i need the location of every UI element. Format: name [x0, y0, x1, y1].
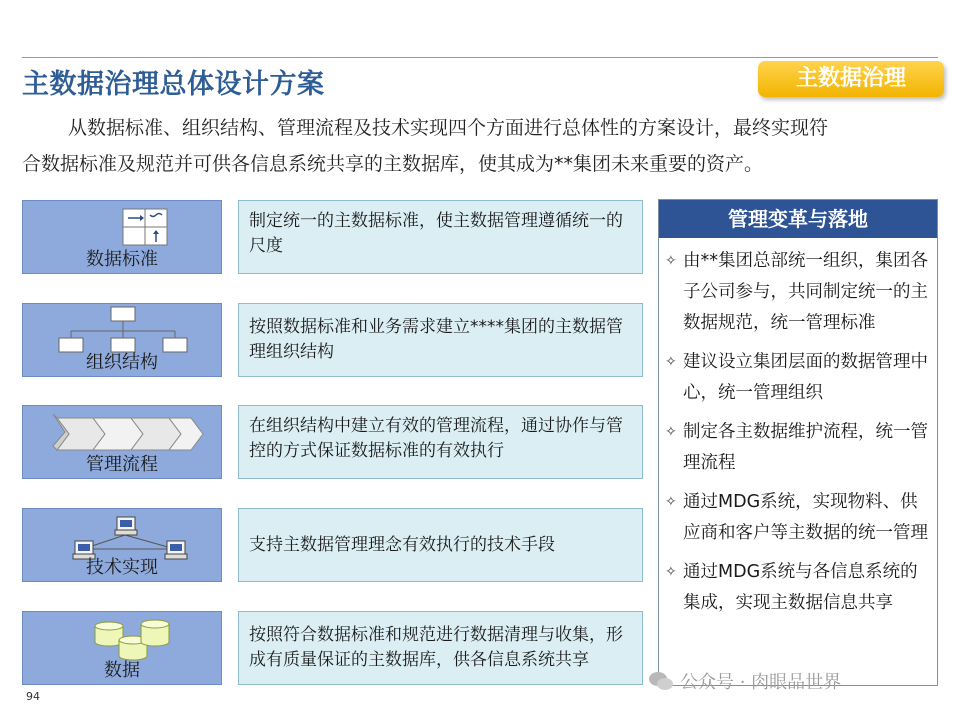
- row-desc-org-structure: [238, 303, 643, 377]
- row-label-data-standard: [22, 200, 222, 274]
- intro-line-1: 从数据标准、组织结构、管理流程及技术实现四个方面进行总体性的方案设计，最终实现符: [68, 117, 829, 139]
- row-desc-text: 按照数据标准和业务需求建立****集团的主数据管理组织结构: [249, 317, 623, 362]
- sparkle-bullet-icon: ✧: [665, 424, 677, 440]
- section-badge: 主数据治理: [758, 61, 944, 97]
- page-title: 主数据治理总体设计方案: [22, 69, 325, 100]
- row-desc-data: [238, 611, 643, 685]
- row-label-text: 数据: [104, 660, 140, 681]
- row-label-text: 技术实现: [86, 557, 158, 578]
- row-label-data: [22, 611, 222, 685]
- panel-list-item: ✧ 通过MDG系统与各信息系统的集成，实现主数据信息共享: [663, 557, 929, 619]
- row-label-org-structure: [22, 303, 222, 377]
- row-label-tech-implementation: [22, 508, 222, 582]
- sparkle-bullet-icon: ✧: [665, 494, 677, 510]
- sparkle-bullet-icon: ✧: [665, 354, 677, 370]
- row-desc-text: 在组织结构中建立有效的管理流程，通过协作与管控的方式保证数据标准的有效执行: [249, 416, 623, 461]
- row-label-text: 组织结构: [86, 352, 158, 373]
- row-desc-text: 支持主数据管理理念有效执行的技术手段: [249, 534, 555, 555]
- panel-list-item: ✧ 建议设立集团层面的数据管理中心，统一管理组织: [663, 347, 929, 409]
- watermark: [648, 668, 841, 694]
- sparkle-bullet-icon: ✧: [665, 564, 677, 580]
- row-desc-management-process: [238, 405, 643, 479]
- management-change-panel: [658, 199, 938, 686]
- intro-line-2: 合数据标准及规范并可供各信息系统共享的主数据库，使其成为**集团未来重要的资产。: [22, 153, 764, 175]
- row-label-text: 管理流程: [86, 454, 158, 475]
- row-desc-data-standard: [238, 200, 643, 274]
- panel-list-item: ✧ 制定各主数据维护流程，统一管理流程: [663, 417, 929, 479]
- panel-list-item: ✧ 通过MDG系统，实现物料、供应商和客户等主数据的统一管理: [663, 487, 929, 549]
- row-desc-text: 按照符合数据标准和规范进行数据清理与收集，形成有质量保证的主数据库，供各信息系统共享: [249, 625, 623, 670]
- panel-title: 管理变革与落地: [659, 200, 937, 238]
- panel-list-item: ✧ 由**集团总部统一组织，集团各子公司参与，共同制定统一的主数据规范，统一管理标准: [663, 246, 929, 339]
- row-label-management-process: [22, 405, 222, 479]
- watermark-text: 公众号 · 肉眼品世界: [680, 672, 842, 693]
- sparkle-bullet-icon: ✧: [665, 253, 677, 269]
- row-desc-tech-implementation: [238, 508, 643, 582]
- page-number: 94: [26, 690, 40, 703]
- row-desc-text: 制定统一的主数据标准，使主数据管理遵循统一的尺度: [249, 211, 623, 256]
- row-label-text: 数据标准: [86, 249, 158, 270]
- panel-list: [659, 238, 937, 619]
- header-divider: [22, 57, 938, 58]
- wechat-icon: [648, 670, 674, 692]
- intro-paragraph: [22, 110, 937, 182]
